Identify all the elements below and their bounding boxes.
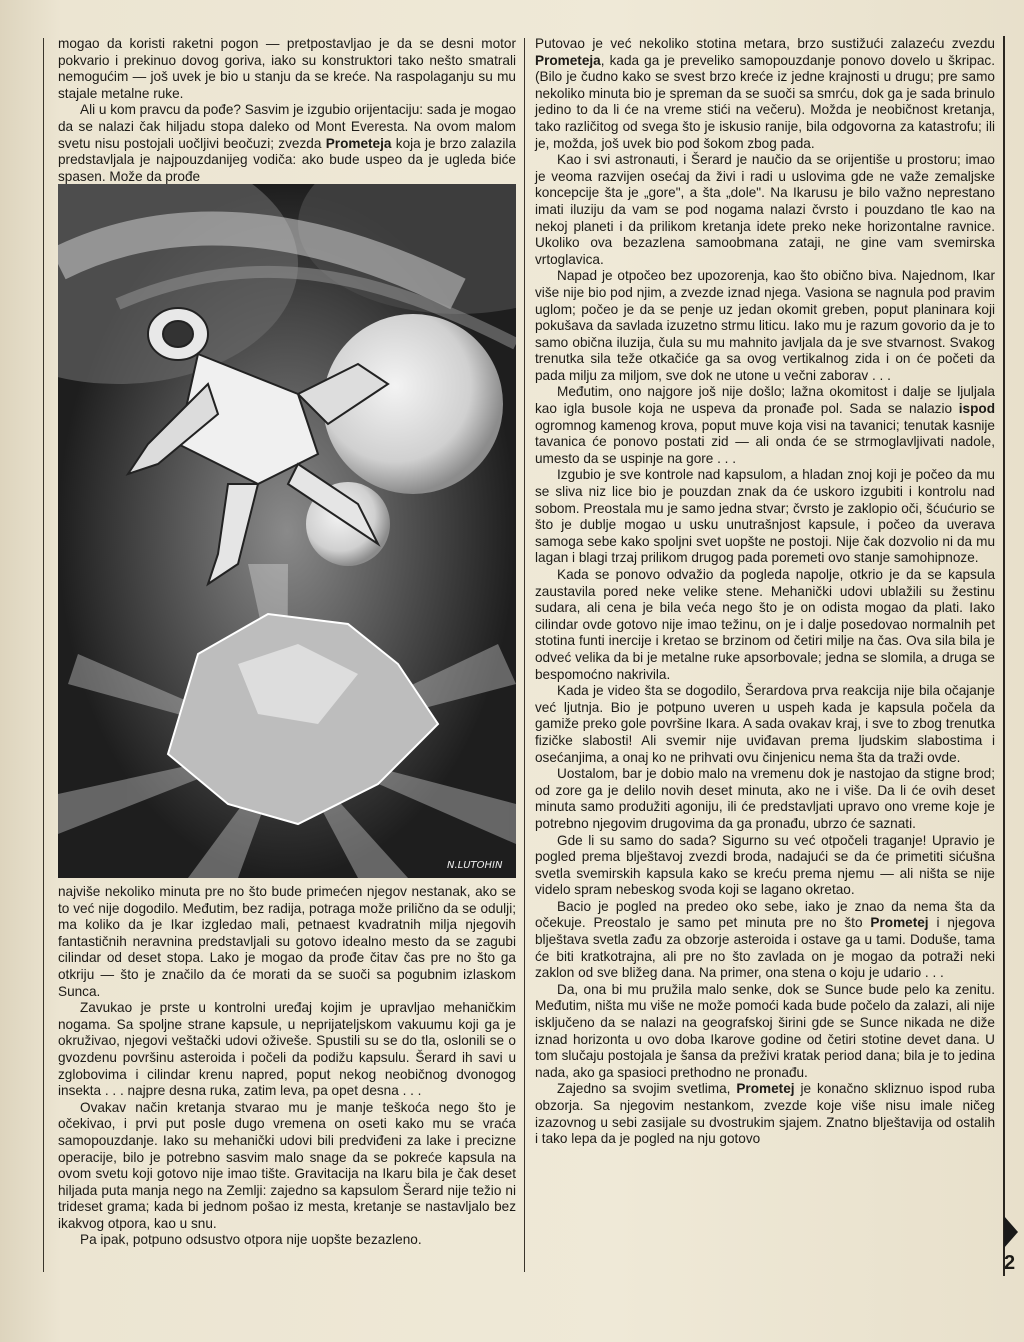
paragraph: Kao i svi astronauti, i Šerard je naučio da se orijentiše u prostoru; imao je veoma razvijen osećaj da živi i radi u uslovima gde ne važe zemaljske koncepcije šta je „gore", a šta „dole". Na Ikarusu je bilo važno neprestano imati iluziju da vam se pod nogama nalazi čvrsto i pouzdano tle kao na nekoj planeti i da prilikom kretanja idete preko neke horizontalne ravnice. Ukoliko ova bezazlena samoobmana zataji, ne gine vam svemirska vrtoglavica.	[535, 152, 995, 267]
right-margin-rule	[1003, 36, 1005, 1276]
paragraph: mogao da koristi raketni pogon — pretpostavljao je da se desni motor pokvario i prekinuo dovog goriva, iako su konstruktori tako nešto smatrali nemogućim — još uvek je bio u stanju da se kreće. Na raspolaganju su mu stajale metalne ruke.	[58, 36, 516, 101]
paragraph: Kada se ponovo odvažio da pogleda napolje, otkrio je da se kapsula zaustavila pored neke velike stene. Mehanički udovi ublažili su žestinu sudara, ali cena je bila veća nego što je on odista mogao da plati. Iako cilindar ovde gotovo nije imao težinu, on je i dalje posedovao normalnih pet stotina funti inercije i kretao se brzinom od četiri milje na čas. Ova sila bila je odveć velika da bi je metalne ruke apsorbovale; jedna se slomila, a druga se bespomoćno nakrivila.	[535, 567, 995, 682]
paragraph: Gde li su samo do sada? Sigurno su već otpočeli traganje! Upravio je pogled prema blještavoj zvezdi broda, nadajući se da će primetiti sićušna svetla svemirskih kapsula kako se kreću prema njemu — ali ništa se nije videlo spram nebeskog svoda koji se lagano okretao.	[535, 832, 995, 898]
paragraph: Napad je otpočeo bez upozorenja, kao što obično biva. Najednom, Ikar više nije bio pod njim, a zvezde iznad njega. Vasiona se nagnula pod pravim uglom; počeo je da se penje uz jedan okomit greben, poput planinara koji pokušava da savlada izuzetno strmu liticu. Iako mu je razum govorio da je to samo obična iluzija, čula su mu mahnito javljala da je sve stvarnost. Svakog trenutka sila teže otkačiće ga sa ovog vertikalnog zida i on će početi da pada milju za miljom, sve dok ne utone u večni zaborav . . .	[535, 268, 995, 383]
paragraph: Izgubio je sve kontrole nad kapsulom, a hladan znoj koji je počeo da mu se sliva niz lice bio je pouzdan znak da će uskoro izgubiti i kontrolu nad sobom. Preostala mu je samo jedna stvar; čvrsto je zaklopio oči, šćućurio se što je dublje mogao u usku unutrašnjost kapsule, i počeo da uverava samoga sebe kako spoljni svet uopšte ne postoji. Nije čak dozvolio ni da mu lagan i blagi trzaj prilikom drugog pada poremeti ovo stanje samohipnoze.	[535, 467, 995, 566]
right-column	[535, 36, 995, 1148]
paragraph: Međutim, ono najgore još nije došlo; lažna okomitost i dalje se ljuljala kao igla busole koja ne uspeva da pronađe pol. Sada se nalazio ispod ogromnog kamenog krova, poput muve koja visi na tavanici; tenutak kasnije tavanica će ponovo postati zid — ali onda će se strmoglavljivati nadole, umesto da se uspinje na gore . . .	[535, 384, 995, 466]
artist-signature: N.LUTOHIN	[447, 860, 503, 871]
page-number: 2	[1004, 1252, 1016, 1274]
astronaut-illustration	[58, 184, 516, 878]
paragraph: Ali u kom pravcu da pođe? Sasvim je izgubio orijentaciju: sada je mogao da se nalazi čak hiljadu stopa daleko od Mont Everesta. Na ovom malom svetu nisu postojali uočljivi beočuzi; zvezda Prometeja koja je brzo zalazila predstavljala je najpouzdanijeg vodiča: ako bude uspeo da je ugleda biće spasen. Može da prođe	[58, 102, 517, 184]
left-column-top	[58, 36, 516, 185]
paragraph: Uostalom, bar je dobio malo na vremenu dok je nastojao da stigne brod; od zore ga je delilo novih deset minuta, ako ne i više. Da li će ovih deset minuta samo produžiti agoniju, ili će predstavljati upravo ono vreme koje je potrebno njegovim drugovima da ga pronađu, ubrzo će saznati.	[535, 766, 995, 831]
paragraph: Zajedno sa svojim svetlima, Prometej je konačno skliznuo ispod ruba obzorja. Sa njegovim nestankom, zvezde koje više nisu imale ničeg izazovnog u sebi zasijale su dvostrukim sjajem. Znatno blještavija od ostalih i tako lepa da je pogled na nju gotovo	[535, 1081, 995, 1147]
paragraph: Pa ipak, potpuno odsustvo otpora nije uopšte bezazleno.	[80, 1232, 422, 1248]
illustration-svg	[58, 184, 516, 878]
paragraph: Putovao je već nekoliko stotina metara, brzo sustižući zalazeću zvezdu Prometeja, kada ga je preveliko samopouzdanje ponovo dovelo u škripac. (Bilo je čudno kako se svest brzo kreće iz jedne krajnosti u drugu; pre samo nekoliko minuta bio je spreman da se suoči sa smrću, dok ga je sada brinulo jedino to da li će na vreme stići na večeru). Možda je neobičnost kretanja, tako različitog od svega što je iskusio ranije, bila odgovorna za katastrofu; ili je, možda, još uvek bio pod šokom zbog pada.	[535, 36, 995, 151]
paragraph: Kada je video šta se dogodilo, Šerardova prva reakcija nije bila očajanje već ljutnja. Bio je potpuno uveren u uspeh kada je kapsula počela da gamiže preko gole površine Ikara. A sada ovakav kraj, i sve to zbog trenutka fizičke slabosti! Ali svemir nije uviđavan prema ljudskim slabostima i osećanjima, a onaj ko ne prihvati ovu činjenicu nema šta da traži ovde.	[535, 683, 995, 765]
left-margin-rule	[43, 38, 44, 1272]
left-column-bottom	[58, 884, 516, 1249]
continue-arrow-icon	[1004, 1216, 1018, 1248]
paragraph: Zavukao je prste u kontrolni uređaj kojim je upravljao mehaničkim nogama. Sa spoljne strane kapsule, u neprijateljskom vakuumu koji ga je okruživao, njegovi veštački udovi oživeše. Spustili su se do tla, oslonili se o gvozdenu površinu asteroida i počeli da podižu kapsulu. Šerard ih savi u zglobovima i cilindar krenu napred, poput nekog neobičnog dvonogog insekta . . . najpre desna ruka, zatim leva, pa opet desna . . .	[58, 1000, 516, 1099]
paragraph: Ovakav način kretanja stvarao mu je manje teškoća nego što je očekivao, i prvi put posle dugo vremena on oseti kako mu se vraća samopouzdanje. Iako su mehanički udovi bili predviđeni za lake i precizne operacije, bilo je potrebno sasvim malo snage da se pokreće kapsula na ovom svetu koji gotovo nije imao tište. Gravitacija na Ikaru bila je čak deset hiljada puta manja nego na Zemlji: zajedno sa kapsulom Šerard nije težio ni trideset grama; kada bi jednom pošao iz mesta, kretanje se nastavljalo bez ikakvog otpora, kao u snu.	[58, 1099, 516, 1231]
paragraph: Bacio je pogled na predeo oko sebe, iako je znao da nema šta da očekuje. Preostalo je samo pet minuta pre no što Prometej i njegova blještava svetla zađu za obzorje asteroida i ostave ga u tami. Doduše, tama će biti kratkotrajna, ali pre no što zavlada on je mogao da potraži neki zaklon od sve bližeg dana. Na primer, ona stena o koju je udario . . .	[535, 898, 995, 981]
paragraph: najviše nekoliko minuta pre no što bude primećen njegov nestanak, ako se to već nije dogodilo. Međutim, bez radija, potraga može prilično da se odulji; ma koliko da je Ikar izgledao mali, petnaest kvadratnih milja njegovih fantastičnih neravnina predstavljali su gotovo idealno mesto da se zagubi cilindar od deset stopa. Lako je mogao da prođe čitav čas pre no što ga otkriju — što je značilo da će morati da se suoči sa pogubnim izlaskom Sunca.	[58, 884, 516, 999]
column-divider	[524, 38, 525, 1272]
paragraph: Da, ona bi mu pružila malo senke, dok se Sunce bude pelo ka zenitu. Međutim, ništa mu više ne može pomoći kada bude počelo da zalazi, ali nije isključeno da se nalazi na geografskoj širini gde se Sunce nikada ne diže iznad horizonta u ovo doba Ikarove godine od četiri stotine devet dana. U tom slučaju postojala je šansa da preživi kratak period dana; bila je to jedina nada, ako ga spasioci prethodno ne pronađu.	[535, 981, 995, 1080]
